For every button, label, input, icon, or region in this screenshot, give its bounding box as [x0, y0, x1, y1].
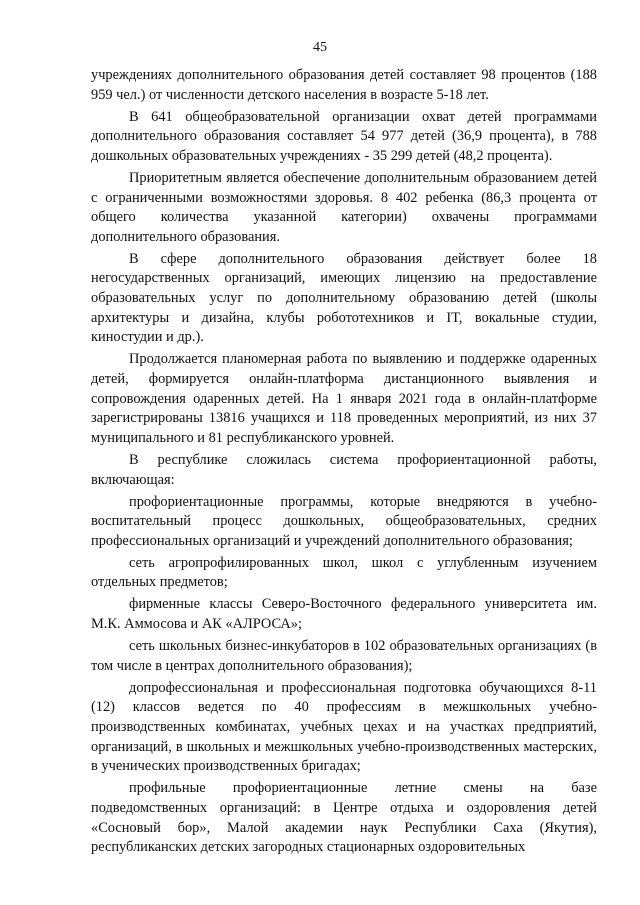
list-item-summer-shifts: профильные профориентационные летние смены на базе подведомственных организаций: в Центре отдыха и оздоровления детей «Сосновый бор», Малой академии наук Республики Саха (Якутия), республиканских детских загородных стационарных оздоровительных	[91, 780, 597, 856]
list-item-guidance-programs: профориентационные программы, которые внедряются в учебно-воспитательный процесс дошкольных, общеобразовательных, средних профессиональных организаций и учреждений дополнительного образования;	[91, 493, 597, 549]
body-text	[91, 66, 597, 860]
paragraph-gifted-children: Продолжается планомерная работа по выявлению и поддержке одаренных детей, формируется онлайн-платформа дистанционного выявления и сопровождения одаренных детей. На 1 января 2021 года в онлайн-платформе зарегистрированы 13816 учащихся и 118 проведенных мероприятий, из них 37 муниципального и 81 республиканского уровней.	[91, 351, 597, 446]
list-item-business-incubators: сеть школьных бизнес-инкубаторов в 102 образовательных организациях (в том числе в центрах дополнительного образования);	[91, 638, 597, 674]
paragraph-non-state-organizations: В сфере дополнительного образования действует более 18 негосударственных организаций, имеющих лицензию на предоставление образовательных услуг по дополнительному образованию детей (школы архитектуры и дизайна, клубы робототехников и IT, вокальные студии, киностудии и др.).	[91, 250, 597, 346]
page-number: 45	[313, 40, 327, 55]
paragraph-career-guidance-system: В республике сложилась система профориентационной работы, включающая:	[91, 451, 597, 488]
paragraph-enrollment-total: учреждениях дополнительного образования детей составляет 98 процентов (188 959 чел.) от численности детского населения в возрасте 5-18 лет.	[91, 67, 597, 103]
list-item-branded-classes: фирменные классы Северо-Восточного федерального университета им. М.К. Аммосова и АК «АЛРОСА»;	[91, 596, 597, 633]
paragraph-disabilities-priority: Приоритетным является обеспечение дополнительным образованием детей с ограниченными возможностями здоровья. 8 402 ребенка (86,3 процента от общего количества указанной категории) охвачены программами дополнительного образования.	[91, 169, 597, 245]
paragraph-general-education-coverage: В 641 общеобразовательной организации охват детей программами дополнительного образования составляет 54 977 детей (36,9 процента), в 788 дошкольных образовательных учреждениях - 35 299 детей (48,2 процента).	[91, 108, 597, 164]
list-item-agro-schools: сеть агропрофилированных школ, школ с углубленным изучением отдельных предметов;	[91, 554, 597, 591]
list-item-vocational-training: допрофессиональная и профессиональная подготовка обучающихся 8-11 (12) классов ведется по 40 профессиям в межшкольных учебно-производственных комбинатах, учебных цехах и на участках предприятий, организаций, в школьных и межшкольных учебно-производственных мастерских, в ученических производственных бригадах;	[91, 679, 597, 775]
